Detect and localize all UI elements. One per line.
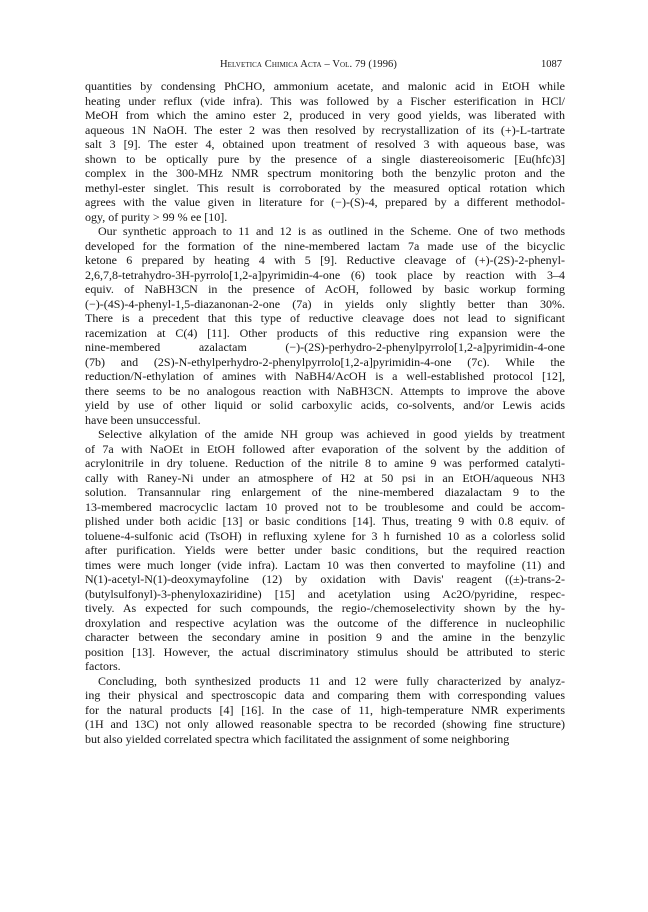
text-line: (−)-(4S)-4-phenyl-1,5-diazanonan-2-one (7a) in yields only slightly better than 30%. (85, 296, 565, 311)
text-line: plished under both acidic [13] or basic conditions [14]. Thus, treating 9 with 0.8 equiv. of (85, 514, 565, 528)
page-header (0, 57, 648, 73)
text-line: reduction/N-ethylation of amines with NaBH4/AcOH is a well-established protocol [12], (85, 369, 565, 383)
text-line: character between the secondary amine in position 9 and the amine in the benzylic (85, 630, 565, 644)
page-number: 1087 (541, 59, 562, 70)
text-line: times were much longer (vide infra). Lactam 10 was then converted to mayfoline (11) and (85, 557, 565, 572)
paragraph (85, 79, 565, 224)
paragraph (85, 427, 565, 674)
text-line: racemization at C(4) [11]. Other products of this reductive ring expansion were the (85, 325, 565, 340)
text-line: (7b) and (2S)-N-ethylperhydro-2-phenylpyrrolo[1,2-a]pyrimidin-4-one (7c). While the (85, 354, 565, 369)
running-head: Helvetica Chimica Acta – Vol. 79 (1996) (220, 59, 398, 70)
text-line: acrylonitrile in dry toluene. Reduction of the nitrile 8 to amine 9 was performed catalyti- (85, 456, 565, 470)
text-line: developed for the formation of the nine-membered lactam 7a made use of the bicyclic (85, 238, 565, 253)
text-line: methyl-ester singlet. This result is corroborated by the measured optical rotation which (85, 180, 565, 195)
text-line: nine-membered azalactam (−)-(2S)-perhydro-2-phenylpyrrolo[1,2-a]pyrimidin-4-one (85, 340, 565, 354)
text-line: There is a precedent that this type of reductive cleavage does not lead to significant (85, 311, 565, 325)
body-text (85, 79, 565, 746)
text-line: aqueous 1N NaOH. The ester 2 was then resolved by recrystallization of its (+)-L-tartrate (85, 122, 565, 137)
text-line: ogy, of purity > 99 % ee [10]. (85, 209, 228, 224)
text-line: Selective alkylation of the amide NH group was achieved in good yields by treatment (98, 427, 565, 441)
text-line: salt 3 [9]. The ester 4, obtained upon treatment of resolved 3 with aqueous base, was (85, 137, 565, 151)
text-line: (1H and 13C) not only allowed reasonable spectra to be recorded (showing fine structure) (85, 717, 565, 731)
text-line: solution. Transannular ring enlargement of the nine-membered diazalactam 9 to the (85, 485, 565, 499)
text-line: complex in the 300-MHz NMR spectrum monitoring both the benzylic proton and the (85, 166, 565, 180)
text-line: for the natural products [4] [16]. In the case of 11, high-temperature NMR experiments (85, 702, 565, 717)
text-line: of 7a with NaOEt in EtOH followed after evaporation of the solvent by the addition of (85, 441, 565, 456)
text-line: have been unsuccessful. (85, 412, 201, 427)
text-line: 2,6,7,8-tetrahydro-3H-pyrrolo[1,2-a]pyrimidin-4-one (6) took place by reaction with 3–4 (85, 267, 565, 282)
text-line: heating under reflux (vide infra). This was followed by a Fischer esterification in HCl/ (85, 93, 565, 108)
text-line: quantities by condensing PhCHO, ammonium acetate, and malonic acid in EtOH while (85, 79, 565, 93)
paragraph (85, 224, 565, 427)
text-line: yield by use of other liquid or solid carboxylic acids, co-solvents, and/or Lewis acids (85, 398, 565, 412)
text-line: position [13]. However, the actual discriminatory stimulus should be attributed to steric (85, 644, 565, 659)
text-line: N(1)-acetyl-N(1)-deoxymayfoline (12) by oxidation with Davis' reagent ((±)-trans-2- (85, 572, 565, 586)
text-line: there seems to be no analogous reaction with NaBH3CN. Attempts to improve the above (85, 383, 565, 398)
text-line: Our synthetic approach to 11 and 12 is as outlined in the Scheme. One of two methods (98, 224, 565, 238)
text-line: Concluding, both synthesized products 11 and 12 were fully characterized by analyz- (98, 673, 565, 688)
text-line: droxylation and respective acylation was the outcome of the difference in nucleophilic (85, 615, 565, 630)
text-line: MeOH from which the amino ester 2, produced in very good yields, was liberated with (85, 108, 565, 122)
paragraph (85, 674, 565, 747)
text-line: (butylsulfonyl)-3-phenyloxaziridine) [15] and acetylation using Ac2O/pyridine, respec- (85, 586, 565, 601)
text-line: equiv. of NaBH3CN in the presence of AcOH, followed by basic workup forming (85, 282, 565, 296)
text-line: ketone 6 prepared by heating 4 with 5 [9]. Reductive cleavage of (+)-(2S)-2-phenyl- (85, 253, 565, 267)
text-line: agrees with the value given in literature for (−)-(S)-4, prepared by a different methodol- (85, 195, 565, 209)
text-line: cally with Raney-Ni under an atmosphere of H2 at 50 psi in an EtOH/aqueous NH3 (85, 470, 565, 485)
text-line: ing their physical and spectroscopic data and comparing them with corresponding values (85, 688, 565, 702)
text-line: shown to be optically pure by the presence of a single diastereoisomeric [Eu(hfc)3] (85, 151, 565, 166)
text-line: after purification. Yields were better under basic conditions, but the required reaction (85, 543, 565, 557)
text-line: tively. As expected for such compounds, the regio-/chemoselectivity shown by the hy- (85, 601, 565, 615)
text-line: toluene-4-sulfonic acid (TsOH) in refluxing xylene for 3 h furnished 10 as a colorless solid (85, 528, 565, 543)
text-line: but also yielded correlated spectra which facilitated the assignment of some neighboring (85, 731, 510, 746)
text-line: 13-membered macrocyclic lactam 10 proved not to be troublesome and could be accom- (85, 499, 565, 514)
text-line: factors. (85, 659, 121, 673)
